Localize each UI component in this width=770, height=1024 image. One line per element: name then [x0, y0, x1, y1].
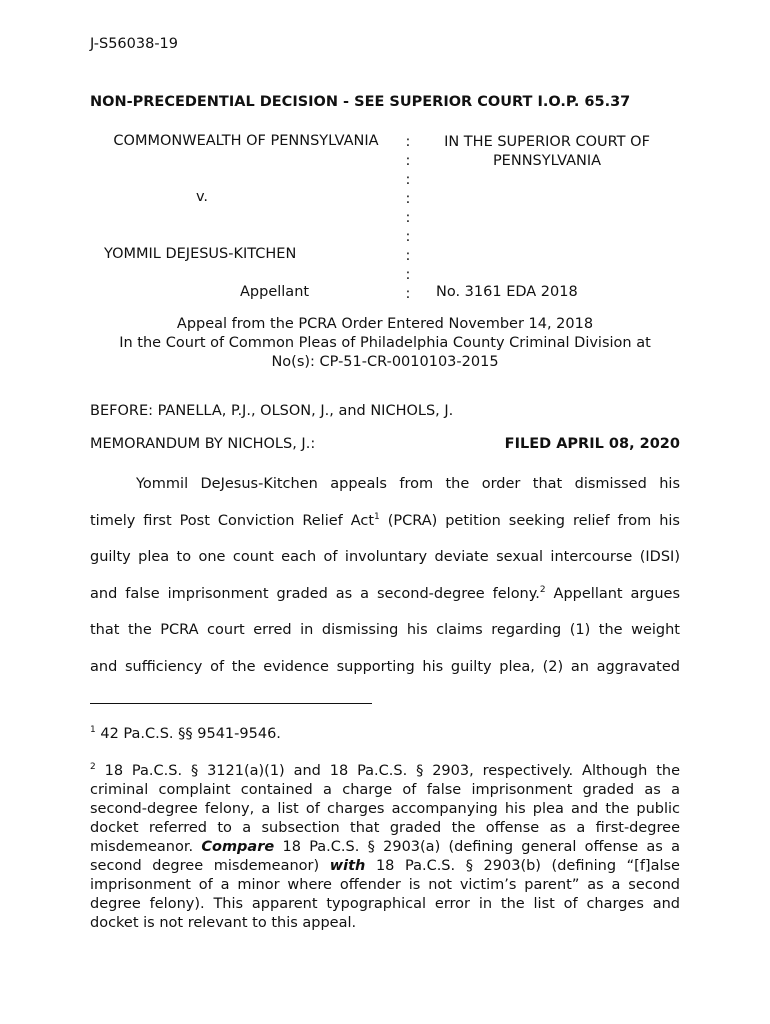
- body-line: [90, 503, 680, 540]
- filed-date: FILED APRIL 08, 2020: [504, 436, 680, 452]
- footnote-line: [90, 838, 680, 857]
- footnote-line: [90, 762, 680, 781]
- caption-versus: v.: [195, 189, 209, 205]
- footnote-text: 18 Pa.C.S. § 2903(b) (defining “[f]alse: [365, 858, 680, 874]
- body-line: and sufficiency of the evidence supporting his guilty plea, (2) an aggravated: [90, 658, 680, 675]
- body-text: (PCRA) petition seeking relief from his: [379, 512, 680, 529]
- caption-colon-column: [403, 133, 413, 304]
- footnote-text: misdemeanor.: [90, 839, 202, 855]
- footnote-line: imprisonment of a minor where offender is not victim’s parent” as a second: [90, 877, 680, 893]
- footnote-signal-compare: Compare: [201, 839, 275, 855]
- footnote-1-text: 42 Pa.C.S. §§ 9541-9546.: [95, 726, 281, 742]
- caption-plaintiff: COMMONWEALTH OF PENNSYLVANIA: [113, 133, 379, 149]
- footnote-signal-with: with: [329, 858, 366, 874]
- body-line: guilty plea to one count each of involuntary deviate sexual intercourse (IDSI): [90, 549, 680, 566]
- appeal-info-line2: In the Court of Common Pleas of Philadelphia County Criminal Division at: [119, 335, 651, 351]
- docket-number: No. 3161 EDA 2018: [436, 284, 578, 300]
- footnote-line: docket is not relevant to this appeal.: [90, 915, 357, 931]
- nonprecedential-notice: NON-PRECEDENTIAL DECISION - SEE SUPERIOR COURT I.O.P. 65.37: [90, 94, 631, 110]
- footnote-line: degree felony). This apparent typographical error in the list of charges and: [90, 896, 680, 912]
- memorandum-author: MEMORANDUM BY NICHOLS, J.:: [90, 436, 316, 452]
- caption-colon: :: [405, 210, 411, 226]
- footnote-2: [90, 762, 680, 933]
- caption-colon: :: [405, 267, 411, 283]
- footnote-ref-1[interactable]: 1: [374, 511, 380, 522]
- caption-colon: :: [405, 134, 411, 150]
- footnote-1: [90, 725, 680, 744]
- appeal-info-line3: No(s): CP-51-CR-0010103-2015: [271, 354, 499, 370]
- footnote-line: docket referred to a subsection that graded the offense as a first-degree: [90, 820, 680, 836]
- panel-before: BEFORE: PANELLA, P.J., OLSON, J., and NICHOLS, J.: [90, 403, 454, 419]
- body-line: that the PCRA court erred in dismissing his claims regarding (1) the weight: [90, 622, 680, 639]
- caption-colon: :: [405, 229, 411, 245]
- opinion-body: [90, 466, 680, 686]
- caption-role: Appellant: [240, 284, 310, 300]
- caption-colon: :: [405, 191, 411, 207]
- appeal-info: [90, 315, 680, 372]
- caption-colon: :: [405, 153, 411, 169]
- court-name-line2: PENNSYLVANIA: [492, 153, 602, 169]
- caption-colon: :: [405, 172, 411, 188]
- caption-colon: :: [405, 248, 411, 264]
- footnote-line: second-degree felony, a list of charges accompanying his plea and the public: [90, 801, 680, 817]
- court-name: [420, 133, 674, 171]
- footnote-ref-2[interactable]: 2: [539, 584, 546, 595]
- footnote-text: 18 Pa.C.S. § 3121(a)(1) and 18 Pa.C.S. § 2903, respectively. Although the: [95, 763, 680, 779]
- footnote-line: criminal complaint contained a charge of false imprisonment graded as a: [90, 782, 680, 798]
- docket-id: J-S56038-19: [90, 36, 179, 52]
- footnote-text: 18 Pa.C.S. § 2903(a) (defining general offense as a: [274, 839, 680, 855]
- body-text: and false imprisonment graded as a second-degree felony.: [90, 585, 540, 602]
- appeal-info-line1: Appeal from the PCRA Order Entered November 14, 2018: [176, 316, 594, 332]
- court-name-line1: IN THE SUPERIOR COURT OF: [444, 134, 650, 150]
- body-text: timely first Post Conviction Relief Act: [90, 512, 375, 529]
- body-line: [90, 576, 680, 613]
- footnote-text: second degree misdemeanor): [90, 858, 330, 874]
- footnote-line: [90, 857, 680, 876]
- body-line: Yommil DeJesus-Kitchen appeals from the order that dismissed his: [136, 476, 680, 492]
- footnote-divider: [90, 703, 372, 704]
- caption-defendant: YOMMIL DEJESUS-KITCHEN: [104, 246, 297, 262]
- footnote-mark-2: 2: [90, 762, 96, 772]
- footnote-mark-1: 1: [90, 725, 96, 735]
- caption-colon: :: [405, 286, 411, 302]
- body-text: Appellant argues: [545, 585, 680, 602]
